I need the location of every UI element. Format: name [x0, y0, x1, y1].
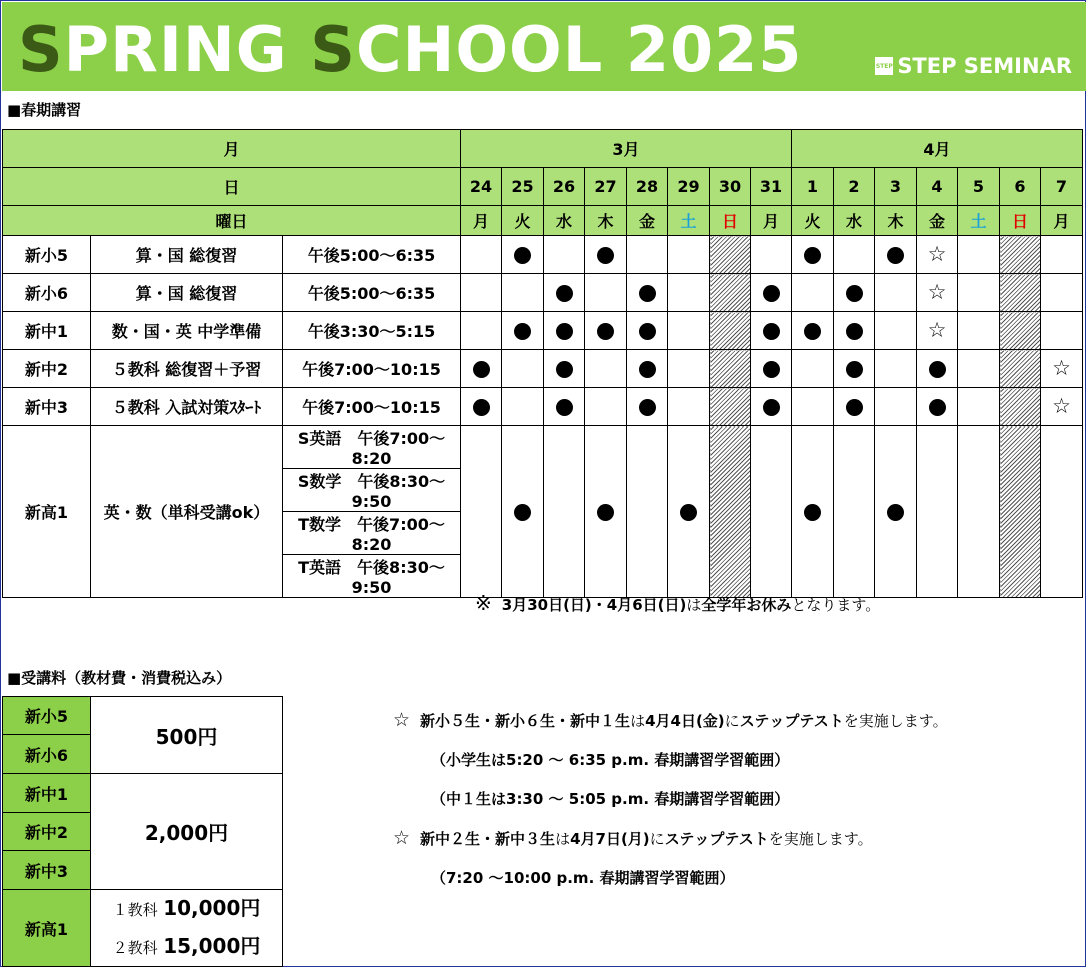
class-dot-icon [846, 285, 863, 302]
day-number: 5 [958, 168, 1000, 206]
day-number: 4 [917, 168, 958, 206]
time-cell: T数学 午後7:00～8:20 [283, 512, 461, 555]
fee-amount: 2,000円 [91, 774, 283, 890]
schedule-cell [502, 312, 544, 350]
class-dot-icon [763, 323, 780, 340]
schedule-cell [792, 274, 834, 312]
day-number: 27 [585, 168, 627, 206]
schedule-cell [668, 388, 710, 426]
schedule-cell [792, 236, 834, 274]
subject-cell: 英・数（単科受講ok） [91, 426, 283, 598]
closed-day-cell [1000, 426, 1041, 598]
weekday: 火 [502, 206, 544, 236]
info-line: ☆ 新小５生・新小６生・新中１生は4月4日(金)にステップテストを実施します。 [393, 709, 948, 731]
weekday: 月 [751, 206, 792, 236]
schedule-cell [627, 426, 668, 598]
schedule-cell [958, 350, 1000, 388]
schedule-cell [585, 236, 627, 274]
class-dot-icon [556, 399, 573, 416]
fees-section-label: ■受講料（教材費・消費税込み） [7, 669, 232, 687]
fee-amount: 500円 [91, 697, 283, 774]
schedule-cell [751, 350, 792, 388]
subject-cell: 算・国 総復習 [91, 274, 283, 312]
subject-cell: 数・国・英 中学準備 [91, 312, 283, 350]
schedule-cell [958, 388, 1000, 426]
page-title: SPRING SCHOOL 2025 [18, 13, 803, 86]
day-number: 7 [1041, 168, 1083, 206]
weekday: 水 [544, 206, 585, 236]
time-cell: S英語 午後7:00～8:20 [283, 426, 461, 469]
weekday: 日 [710, 206, 751, 236]
test-info [393, 701, 948, 898]
schedule-cell [585, 350, 627, 388]
closed-day-cell [710, 312, 751, 350]
schedule-cell [1041, 312, 1083, 350]
fee-grade: 新小6 [3, 735, 91, 774]
schedule-cell [668, 274, 710, 312]
day-number: 3 [875, 168, 917, 206]
schedule-cell [668, 312, 710, 350]
schedule-cell [502, 236, 544, 274]
class-dot-icon [514, 323, 531, 340]
schedule-cell [1041, 426, 1083, 598]
schedule-cell [461, 236, 502, 274]
schedule-section-label: ■春期講習 [7, 101, 82, 119]
class-dot-icon [514, 504, 531, 521]
class-dot-icon [514, 247, 531, 264]
class-dot-icon [763, 399, 780, 416]
class-dot-icon [680, 504, 697, 521]
schedule-cell [502, 388, 544, 426]
step-test-star-icon: ☆ [927, 318, 947, 342]
schedule-cell [917, 312, 958, 350]
schedule-cell [1041, 274, 1083, 312]
subject-cell: 算・国 総復習 [91, 236, 283, 274]
class-dot-icon [804, 247, 821, 264]
schedule-cell [585, 312, 627, 350]
closed-day-cell [1000, 388, 1041, 426]
star-icon: ☆ [393, 709, 411, 731]
class-dot-icon [639, 399, 656, 416]
schedule-cell [1041, 236, 1083, 274]
star-icon: ☆ [393, 827, 411, 849]
schedule-cell [875, 236, 917, 274]
schedule-cell [875, 350, 917, 388]
closed-day-cell [710, 350, 751, 388]
schedule-cell [585, 388, 627, 426]
class-dot-icon [929, 399, 946, 416]
grade-cell: 新中1 [3, 312, 91, 350]
time-cell: 午後5:00～6:35 [283, 274, 461, 312]
schedule-cell [461, 388, 502, 426]
schedule-cell [917, 426, 958, 598]
grade-cell: 新小5 [3, 236, 91, 274]
day-number: 1 [792, 168, 834, 206]
info-line: ☆ 新中２生・新中３生は4月7日(月)にステップテストを実施します。 [393, 827, 873, 849]
class-dot-icon [887, 504, 904, 521]
class-dot-icon [639, 323, 656, 340]
schedule-cell [1041, 350, 1083, 388]
schedule-cell [668, 426, 710, 598]
schedule-cell [917, 388, 958, 426]
closed-day-cell [1000, 274, 1041, 312]
schedule-cell [751, 426, 792, 598]
time-cell: S数学 午後8:30～9:50 [283, 469, 461, 512]
schedule-cell [834, 426, 875, 598]
schedule-cell [875, 426, 917, 598]
class-dot-icon [846, 361, 863, 378]
closed-day-cell [710, 426, 751, 598]
subject-cell: ５教科 総復習＋予習 [91, 350, 283, 388]
schedule-cell [751, 274, 792, 312]
time-cell: 午後7:00～10:15 [283, 388, 461, 426]
schedule-cell [958, 312, 1000, 350]
class-dot-icon [846, 399, 863, 416]
schedule-cell [751, 312, 792, 350]
schedule-cell [875, 388, 917, 426]
step-test-star-icon: ☆ [1052, 356, 1071, 380]
fee-grade: 新小5 [3, 697, 91, 735]
time-cell: 午後3:30～5:15 [283, 312, 461, 350]
fees-table [2, 696, 283, 967]
day-number: 6 [1000, 168, 1041, 206]
class-dot-icon [763, 361, 780, 378]
schedule-cell [544, 388, 585, 426]
info-line: （7:20 ～10:00 p.m. 春期講習学習範囲） [431, 869, 735, 887]
weekday: 木 [875, 206, 917, 236]
subject-cell: ５教科 入試対策ｽﾀｰﾄ [91, 388, 283, 426]
header-banner [2, 2, 1086, 91]
schedule-cell [627, 350, 668, 388]
schedule-cell [461, 426, 502, 598]
schedule-cell [544, 312, 585, 350]
info-line: （小学生は5:20 ～ 6:35 p.m. 春期講習学習範囲） [431, 751, 790, 769]
schedule-cell [461, 312, 502, 350]
weekday: 土 [958, 206, 1000, 236]
class-dot-icon [473, 399, 490, 416]
closed-day-cell [1000, 312, 1041, 350]
day-number: 28 [627, 168, 668, 206]
class-dot-icon [473, 361, 490, 378]
grade-cell: 新高1 [3, 426, 91, 598]
schedule-cell [627, 312, 668, 350]
day-number: 24 [461, 168, 502, 206]
class-dot-icon [929, 361, 946, 378]
closed-day-cell [1000, 350, 1041, 388]
schedule-cell [502, 426, 544, 598]
weekday-label: 曜日 [3, 206, 461, 236]
class-dot-icon [887, 247, 904, 264]
schedule-cell [792, 426, 834, 598]
day-number: 25 [502, 168, 544, 206]
day-number: 30 [710, 168, 751, 206]
schedule-cell [751, 388, 792, 426]
class-dot-icon [763, 285, 780, 302]
schedule-cell [834, 312, 875, 350]
schedule-cell [502, 274, 544, 312]
schedule-cell [875, 274, 917, 312]
weekday: 火 [792, 206, 834, 236]
weekday: 水 [834, 206, 875, 236]
class-dot-icon [597, 323, 614, 340]
class-dot-icon [556, 361, 573, 378]
schedule-cell [461, 350, 502, 388]
class-dot-icon [846, 323, 863, 340]
schedule-cell [544, 350, 585, 388]
closed-day-cell [710, 236, 751, 274]
fee-amount-hs: １教科 10,000円 ２教科 15,000円 [91, 890, 283, 967]
class-dot-icon [639, 285, 656, 302]
schedule-cell [917, 274, 958, 312]
closed-day-cell [1000, 236, 1041, 274]
brand-logo: STEP STEP SEMINAR [875, 54, 1072, 78]
weekday: 月 [1041, 206, 1083, 236]
schedule-cell [627, 274, 668, 312]
weekday: 金 [627, 206, 668, 236]
day-label: 日 [3, 168, 461, 206]
fee-grade: 新中2 [3, 813, 91, 851]
time-cell: 午後5:00～6:35 [283, 236, 461, 274]
day-number: 29 [668, 168, 710, 206]
schedule-cell [834, 350, 875, 388]
schedule-cell [958, 236, 1000, 274]
schedule-cell [875, 312, 917, 350]
schedule-cell [627, 236, 668, 274]
month-label: 月 [3, 130, 461, 168]
schedule-cell [792, 350, 834, 388]
time-cell: 午後7:00～10:15 [283, 350, 461, 388]
schedule-cell [751, 236, 792, 274]
step-test-star-icon: ☆ [927, 242, 947, 266]
schedule-cell [668, 350, 710, 388]
schedule-cell [958, 426, 1000, 598]
schedule-cell [668, 236, 710, 274]
closed-day-cell [710, 274, 751, 312]
class-dot-icon [804, 504, 821, 521]
schedule-cell [958, 274, 1000, 312]
step-test-star-icon: ☆ [1052, 394, 1071, 418]
grade-cell: 新小6 [3, 274, 91, 312]
fee-grade: 新高1 [3, 890, 91, 967]
schedule-cell [544, 426, 585, 598]
schedule-cell [544, 236, 585, 274]
info-line: （中１生は3:30 ～ 5:05 p.m. 春期講習学習範囲） [431, 790, 790, 808]
closed-day-cell [710, 388, 751, 426]
class-dot-icon [597, 247, 614, 264]
grade-cell: 新中3 [3, 388, 91, 426]
time-cell: T英語 午後8:30～9:50 [283, 555, 461, 598]
step-logo-icon: STEP [875, 57, 893, 75]
weekday: 日 [1000, 206, 1041, 236]
weekday: 木 [585, 206, 627, 236]
schedule-cell [585, 274, 627, 312]
weekday: 金 [917, 206, 958, 236]
fee-grade: 新中1 [3, 774, 91, 813]
schedule-cell [585, 426, 627, 598]
schedule-cell [461, 274, 502, 312]
class-dot-icon [556, 323, 573, 340]
schedule-cell [917, 350, 958, 388]
schedule-cell [834, 274, 875, 312]
day-number: 31 [751, 168, 792, 206]
fee-grade: 新中3 [3, 851, 91, 890]
schedule-cell [834, 236, 875, 274]
schedule-cell [1041, 388, 1083, 426]
schedule-cell [792, 388, 834, 426]
weekday: 月 [461, 206, 502, 236]
month-march: 3月 [461, 130, 792, 168]
holiday-note: ※ 3月30日(日)・4月6日(日)は全学年お休みとなります。 [475, 591, 881, 615]
month-april: 4月 [792, 130, 1083, 168]
schedule-cell [502, 350, 544, 388]
grade-cell: 新中2 [3, 350, 91, 388]
schedule-table [2, 129, 1083, 598]
schedule-cell [834, 388, 875, 426]
schedule-cell [917, 236, 958, 274]
day-number: 2 [834, 168, 875, 206]
schedule-cell [544, 274, 585, 312]
step-test-star-icon: ☆ [927, 280, 947, 304]
day-number: 26 [544, 168, 585, 206]
class-dot-icon [556, 285, 573, 302]
class-dot-icon [597, 504, 614, 521]
class-dot-icon [639, 361, 656, 378]
schedule-cell [627, 388, 668, 426]
weekday: 土 [668, 206, 710, 236]
class-dot-icon [804, 323, 821, 340]
schedule-cell [792, 312, 834, 350]
